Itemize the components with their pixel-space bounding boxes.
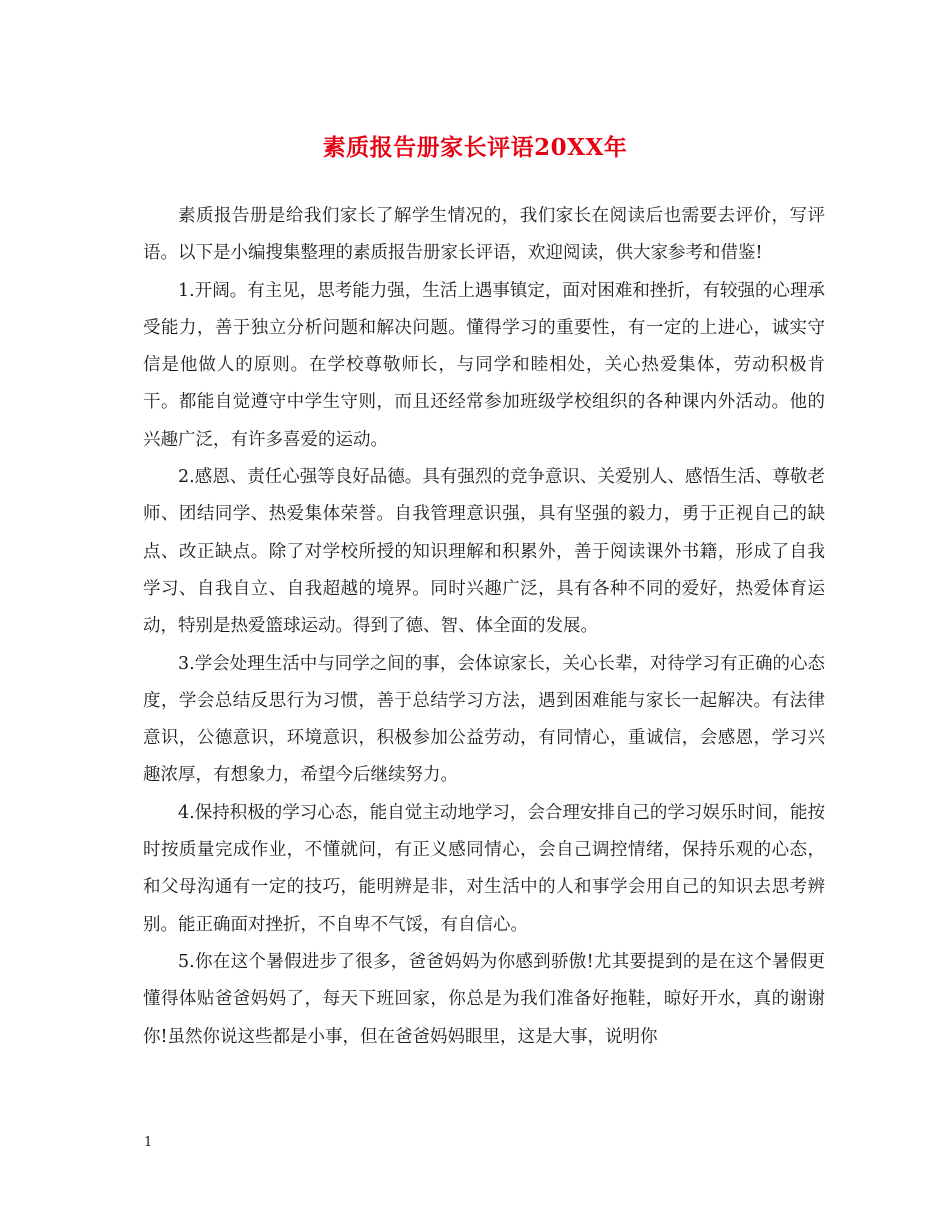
comment-paragraph-1: 1.开阔。有主见，思考能力强，生活上遇事镇定，面对困难和挫折，有较强的心理承受能力，善于独立分析问题和解决问题。懂得学习的重要性，有一定的上进心，诚实守信是他做人的原则。在学校尊敬师长，与同学和睦相处，关心热爱集体，劳动积极肯干。都能自觉遵守中学生守则，而且还经常参加班级学校组织的各种课内外活动。他的兴趣广泛，有许多喜爱的运动。 [143,280,825,450]
page-number: 1 [144,1135,153,1150]
comment-paragraph-3: 3.学会处理生活中与同学之间的事，会体谅家长，关心长辈，对待学习有正确的心态度，学会总结反思行为习惯，善于总结学习方法，遇到困难能与家长一起解决。有法律意识，公德意识，环境意识，积极参加公益劳动，有同情心，重诚信，会感恩，学习兴趣浓厚，有想象力，希望今后继续努力。 [143,653,825,786]
comment-paragraph-2: 2.感恩、责任心强等良好品德。具有强烈的竞争意识、关爱别人、感悟生活、尊敬老师、团结同学、热爱集体荣誉。自我管理意识强，具有坚强的毅力，勇于正视自己的缺点、改正缺点。除了对学校所授的知识理解和积累外，善于阅读课外书籍，形成了自我学习、自我自立、自我超越的境界。同时兴趣广泛，具有各种不同的爱好，热爱体育运动，特别是热爱篮球运动。得到了德、智、体全面的发展。 [143,467,825,637]
comment-paragraph-4: 4.保持积极的学习心态，能自觉主动地学习，会合理安排自己的学习娱乐时间，能按时按质量完成作业，不懂就问，有正义感同情心，会自己调控情绪，保持乐观的心态，和父母沟通有一定的技巧，能明辨是非，对生活中的人和事学会用自己的知识去思考辨别。能正确面对挫折，不自卑不气馁，有自信心。 [143,802,825,935]
comment-paragraph-5: 5.你在这个暑假进步了很多，爸爸妈妈为你感到骄傲!尤其要提到的是在这个暑假更懂得体贴爸爸妈妈了，每天下班回家，你总是为我们准备好拖鞋，晾好开水，真的谢谢你!虽然你说这些都是小事，但在爸爸妈妈眼里，这是大事，说明你 [143,951,825,1047]
document-body [143,198,825,1056]
document-title: 素质报告册家长评语20XX年 [322,134,628,161]
intro-paragraph: 素质报告册是给我们家长了解学生情况的，我们家长在阅读后也需要去评价，写评语。以下是小编搜集整理的素质报告册家长评语，欢迎阅读，供大家参考和借鉴! [143,206,825,264]
